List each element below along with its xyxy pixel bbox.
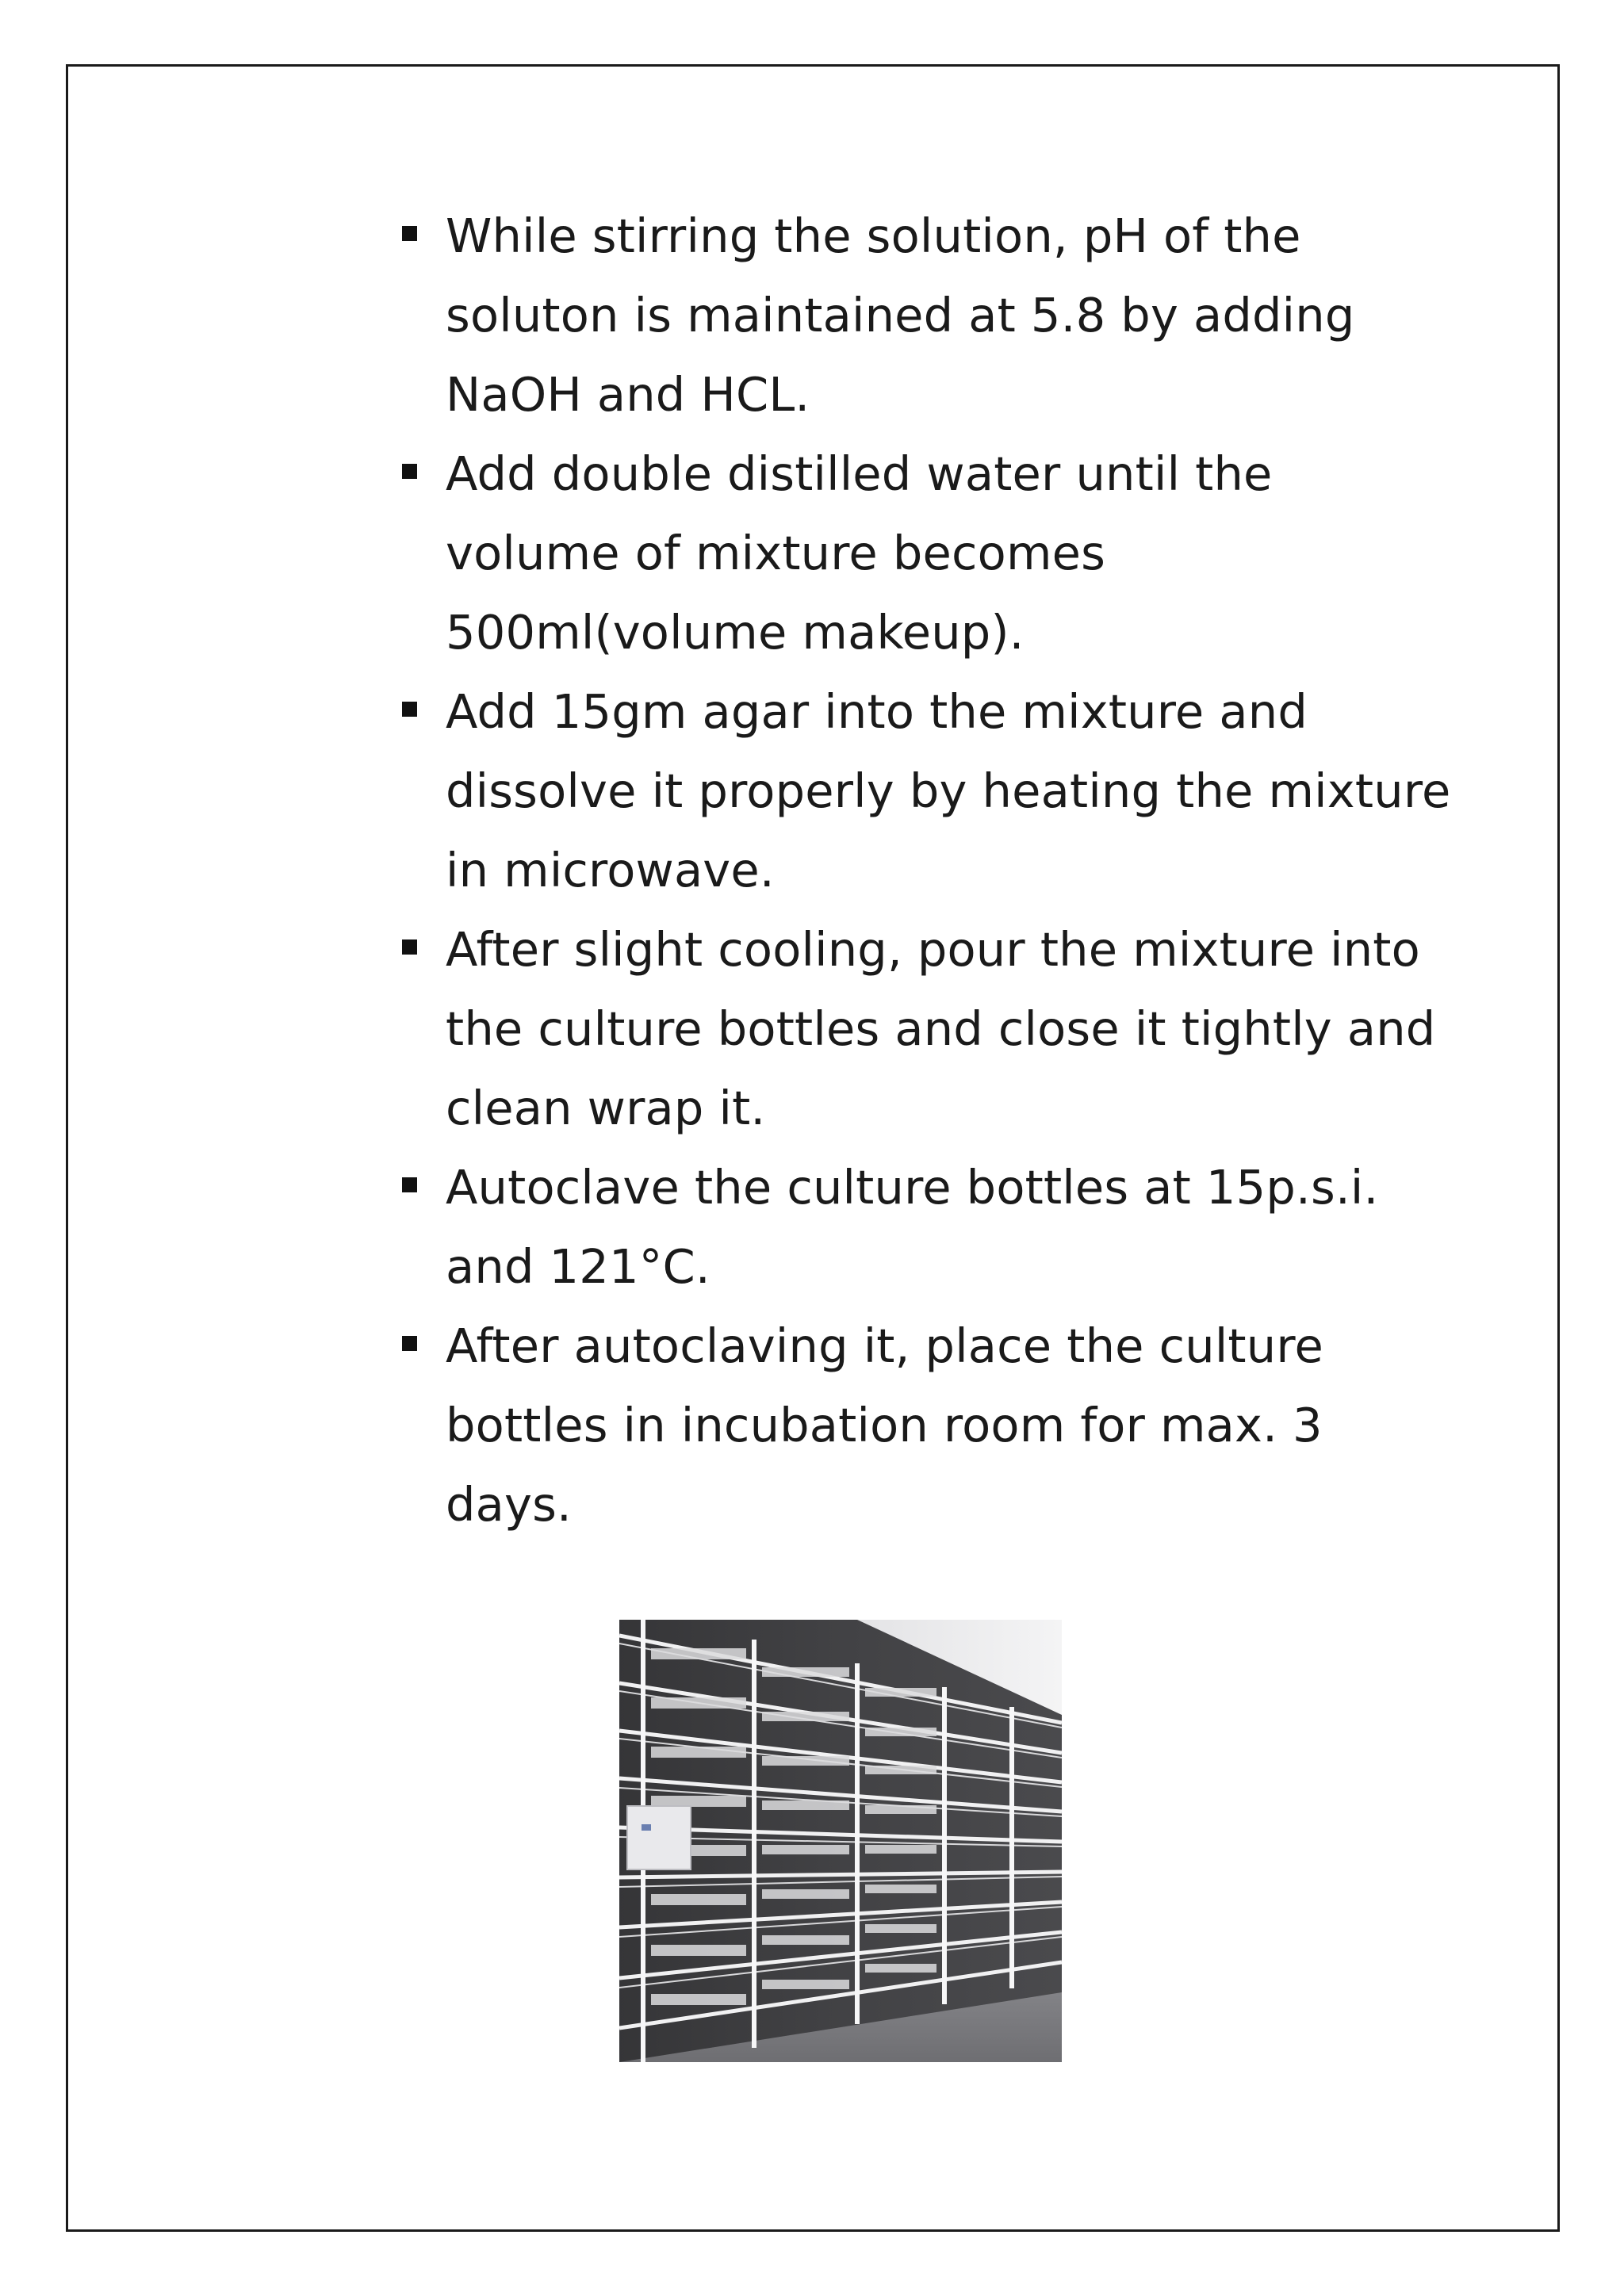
list-item-text: After slight cooling, pour the mixture into the culture bottles and close it tightly and clean wrap it. [446, 922, 1436, 1135]
list-item-text: While stirring the solution, pH of the soluton is maintained at 5.8 by adding NaOH and HCL. [446, 209, 1355, 422]
list-item [396, 1148, 1459, 1307]
procedure-list [396, 197, 1459, 1544]
list-item [396, 197, 1459, 434]
list-item-text: Add double distilled water until the volume of mixture becomes 500ml(volume makeup). [446, 446, 1273, 660]
list-item-text: Autoclave the culture bottles at 15p.s.i. and 121°C. [446, 1160, 1379, 1294]
square-bullet-icon [402, 939, 417, 955]
list-item-text: After autoclaving it, place the culture bottles in incubation room for max. 3 days. [446, 1318, 1324, 1532]
list-item [396, 1307, 1459, 1544]
list-item [396, 672, 1459, 910]
square-bullet-icon [402, 1336, 417, 1351]
square-bullet-icon [402, 702, 417, 717]
square-bullet-icon [402, 1177, 417, 1192]
square-bullet-icon [402, 226, 417, 241]
list-item [396, 910, 1459, 1148]
square-bullet-icon [402, 464, 417, 479]
incubation-room-photo [619, 1620, 1062, 2062]
list-item [396, 434, 1459, 672]
list-item-text: Add 15gm agar into the mixture and dissolve it properly by heating the mixture in microwave. [446, 684, 1451, 897]
